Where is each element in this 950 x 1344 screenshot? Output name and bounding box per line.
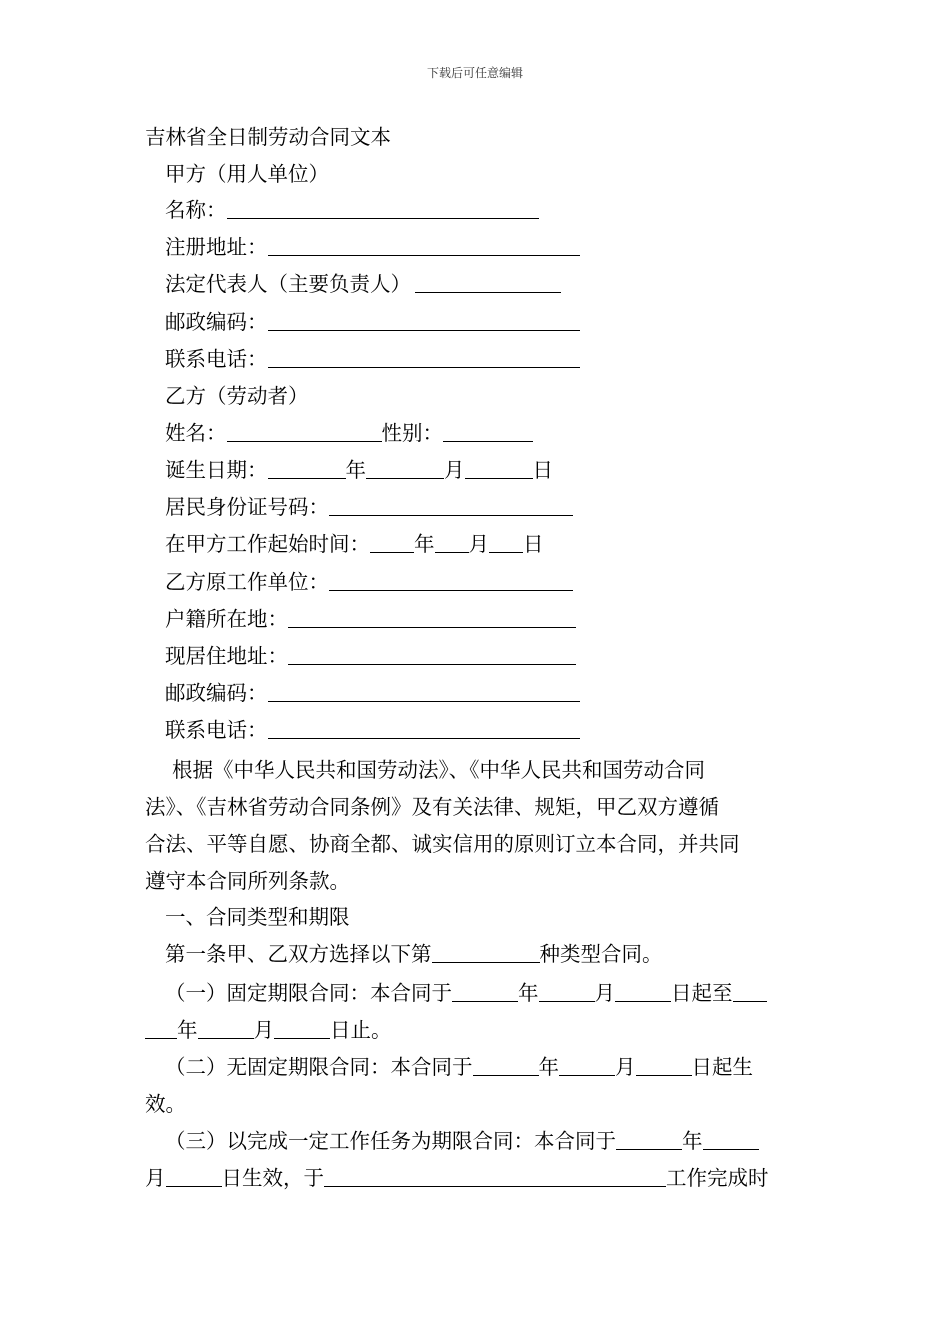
party-a-phone-row bbox=[165, 345, 580, 373]
party-b-postcode-label: 邮政编码： bbox=[165, 681, 268, 705]
party-b-name-label: 姓名： bbox=[165, 421, 227, 445]
fixed-end-day-field[interactable] bbox=[274, 1016, 330, 1039]
task-term-post: 工作完成时 bbox=[666, 1166, 769, 1190]
birth-day-field[interactable] bbox=[465, 456, 533, 479]
preamble-line: 合法、平等自愿、协商全都、诚实信用的原则订立本合同，并共同 bbox=[145, 832, 740, 856]
party-a-phone-field[interactable] bbox=[268, 345, 580, 368]
article-one-row bbox=[165, 940, 663, 968]
task-term-row-cont bbox=[145, 1164, 769, 1192]
task-start-month-unit: 月 bbox=[145, 1166, 166, 1190]
open-start-month-field[interactable] bbox=[559, 1053, 615, 1076]
fixed-start-month-field[interactable] bbox=[539, 979, 595, 1002]
party-b-name-field[interactable] bbox=[227, 419, 382, 442]
party-b-gender-label: 性别： bbox=[381, 421, 443, 445]
start-day-unit: 日 bbox=[523, 532, 544, 556]
fixed-end-month-unit: 月 bbox=[253, 1018, 274, 1042]
party-a-postcode-field[interactable] bbox=[268, 308, 580, 331]
open-start-year-field[interactable] bbox=[473, 1053, 539, 1076]
task-start-year-unit: 年 bbox=[682, 1129, 703, 1153]
start-month-field[interactable] bbox=[435, 530, 469, 553]
open-term-post: 日起生 bbox=[691, 1055, 753, 1079]
party-b-residence-row bbox=[165, 642, 576, 670]
task-effective-text: 日生效，于 bbox=[221, 1166, 324, 1190]
document-title: 吉林省全日制劳动合同文本 bbox=[145, 125, 391, 149]
fixed-end-year-unit: 年 bbox=[177, 1018, 198, 1042]
start-day-field[interactable] bbox=[489, 530, 523, 553]
party-a-name-field[interactable] bbox=[227, 196, 539, 219]
party-a-name-row bbox=[165, 196, 539, 224]
fixed-until-text: 日止。 bbox=[330, 1018, 392, 1042]
party-b-residence-label: 现居住地址： bbox=[165, 644, 288, 668]
party-b-id-field[interactable] bbox=[329, 493, 573, 516]
party-a-address-row bbox=[165, 233, 580, 261]
party-b-name-row bbox=[165, 419, 533, 447]
fixed-end-year-field-part1[interactable] bbox=[733, 979, 767, 1002]
party-a-postcode-label: 邮政编码： bbox=[165, 310, 268, 334]
fixed-term-row-cont bbox=[145, 1016, 392, 1044]
party-b-gender-field[interactable] bbox=[443, 419, 533, 442]
open-term-row bbox=[165, 1053, 753, 1081]
task-start-month-field[interactable] bbox=[703, 1127, 759, 1150]
party-b-id-label: 居民身份证号码： bbox=[165, 495, 329, 519]
fixed-term-pre: （一）固定期限合同：本合同于 bbox=[165, 981, 452, 1005]
start-year-field[interactable] bbox=[370, 530, 414, 553]
party-b-hukou-row bbox=[165, 605, 576, 633]
party-b-hukou-label: 户籍所在地： bbox=[165, 607, 288, 631]
party-b-id-row bbox=[165, 493, 573, 521]
party-b-phone-field[interactable] bbox=[268, 716, 580, 739]
fixed-end-month-field[interactable] bbox=[198, 1016, 254, 1039]
birth-day-unit: 日 bbox=[532, 458, 553, 482]
fixed-end-year-field-part2[interactable] bbox=[145, 1016, 177, 1039]
fixed-start-month-unit: 月 bbox=[594, 981, 615, 1005]
start-month-unit: 月 bbox=[468, 532, 489, 556]
task-term-pre: （三）以完成一定工作任务为期限合同：本合同于 bbox=[165, 1129, 616, 1153]
birth-month-unit: 月 bbox=[444, 458, 465, 482]
birth-year-field[interactable] bbox=[268, 456, 346, 479]
party-b-prev-unit-field[interactable] bbox=[329, 568, 573, 591]
fixed-start-year-unit: 年 bbox=[518, 981, 539, 1005]
open-start-day-field[interactable] bbox=[636, 1053, 692, 1076]
birth-month-field[interactable] bbox=[366, 456, 444, 479]
party-b-phone-label: 联系电话： bbox=[165, 718, 268, 742]
party-a-phone-label: 联系电话： bbox=[165, 347, 268, 371]
start-year-unit: 年 bbox=[414, 532, 435, 556]
contract-type-field[interactable] bbox=[432, 940, 540, 963]
task-description-field[interactable] bbox=[324, 1164, 666, 1187]
party-a-heading: 甲方（用人单位） bbox=[165, 162, 329, 186]
article-one-pre: 第一条甲、乙双方选择以下第 bbox=[165, 942, 432, 966]
page-header: 下载后可任意编辑 bbox=[426, 66, 523, 80]
party-b-birth-label: 诞生日期： bbox=[165, 458, 268, 482]
party-a-rep-field[interactable] bbox=[415, 270, 561, 293]
party-b-hukou-field[interactable] bbox=[288, 605, 576, 628]
section-one-heading: 一、合同类型和期限 bbox=[165, 905, 350, 929]
party-b-heading: 乙方（劳动者） bbox=[165, 384, 309, 408]
preamble-line: 遵守本合同所列条款。 bbox=[145, 869, 350, 893]
open-start-month-unit: 月 bbox=[615, 1055, 636, 1079]
party-b-postcode-field[interactable] bbox=[268, 679, 580, 702]
article-one-post: 种类型合同。 bbox=[539, 942, 663, 966]
fixed-term-row bbox=[165, 979, 767, 1007]
fixed-start-year-field[interactable] bbox=[452, 979, 518, 1002]
party-a-rep-label: 法定代表人（主要负责人） bbox=[165, 272, 411, 296]
preamble-line: 法》、《吉林省劳动合同条例》及有关法律、规矩，甲乙双方遵循 bbox=[145, 795, 719, 819]
party-a-address-field[interactable] bbox=[268, 233, 580, 256]
task-start-day-field[interactable] bbox=[166, 1164, 222, 1187]
task-term-row bbox=[165, 1127, 759, 1155]
fixed-start-day-field[interactable] bbox=[615, 979, 671, 1002]
party-a-address-label: 注册地址： bbox=[165, 235, 268, 259]
party-b-start-label: 在甲方工作起始时间： bbox=[165, 532, 370, 556]
party-b-prev-unit-row bbox=[165, 568, 573, 596]
party-b-phone-row bbox=[165, 716, 580, 744]
party-b-prev-unit-label: 乙方原工作单位： bbox=[165, 570, 329, 594]
party-a-postcode-row bbox=[165, 308, 580, 336]
open-term-pre: （二）无固定期限合同：本合同于 bbox=[165, 1055, 473, 1079]
party-b-postcode-row bbox=[165, 679, 580, 707]
open-start-year-unit: 年 bbox=[538, 1055, 559, 1079]
task-start-year-field[interactable] bbox=[616, 1127, 682, 1150]
party-b-residence-field[interactable] bbox=[288, 642, 576, 665]
party-b-start-row bbox=[165, 530, 544, 558]
party-b-birth-row bbox=[165, 456, 553, 484]
party-a-name-label: 名称： bbox=[165, 198, 227, 222]
birth-year-unit: 年 bbox=[345, 458, 366, 482]
fixed-from-text: 日起至 bbox=[671, 981, 733, 1005]
preamble-line: 根据《中华人民共和国劳动法》、《中华人民共和国劳动合同 bbox=[172, 758, 705, 782]
open-term-cont: 效。 bbox=[145, 1092, 186, 1116]
party-a-rep-row bbox=[165, 270, 561, 298]
